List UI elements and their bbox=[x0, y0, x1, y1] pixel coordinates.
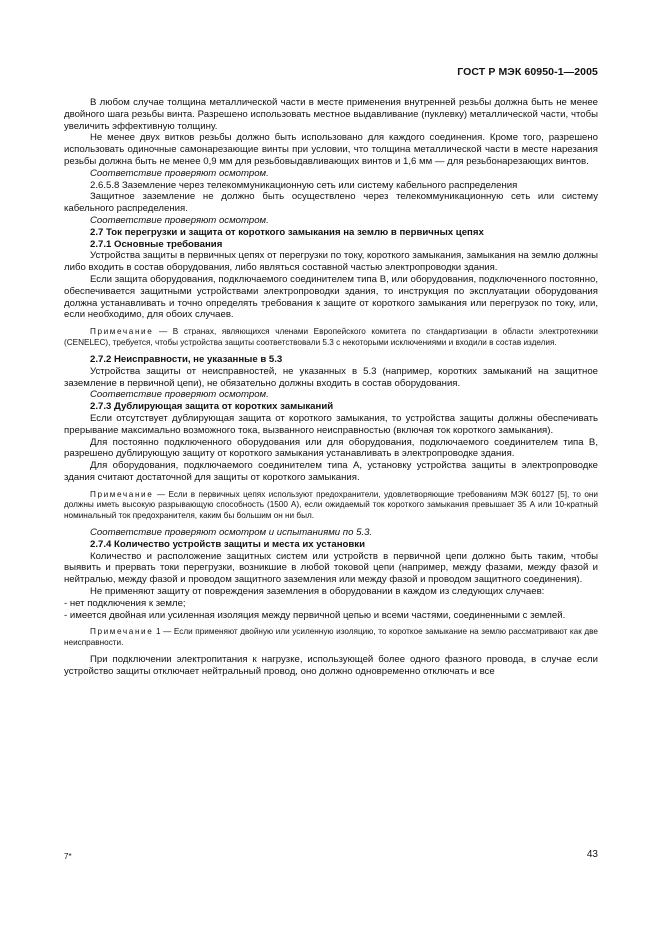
compliance-note: Соответствие проверяют осмотром и испытаниями по 5.3. bbox=[90, 526, 373, 538]
note bbox=[64, 327, 598, 348]
paragraph: Для постоянно подключенного оборудования или для оборудования, подключаемого соединителем типа В, разрешено дублирующую защиту от короткого замыкания устанавливать в электропроводке здания. bbox=[64, 436, 598, 460]
note-text: — Если в первичных цепях используют предохранители, удовлетворяющие требованиям МЭК 60127 [5], то они должны иметь высокую разрывающую способность (1500 А), если ожидаемый ток короткого замыкания превышает 35 А или 10-кратный номинальный ток предохранителя, каким бы большим он ни был. bbox=[64, 489, 598, 520]
list-item: - нет подключения к земле; bbox=[64, 597, 186, 609]
compliance-note: Соответствие проверяют осмотром. bbox=[90, 389, 269, 401]
clause-title: 2.6.5.8 Заземление через телекоммуникационную сеть или систему кабельного распределения bbox=[90, 179, 518, 191]
section-heading: 2.7 Ток перегрузки и защита от короткого замыкания на землю в первичных цепях bbox=[90, 226, 484, 238]
paragraph: Не применяют защиту от повреждения заземления в оборудовании в каждом из следующих случаев: bbox=[90, 585, 545, 597]
note-text: — В странах, являющихся членами Европейского комитета по стандартизации в области электротехники (CENELEC), требуется, чтобы устройства защиты соответствовали 5.3 с некоторыми исключениями и входили в состав изделия. bbox=[64, 327, 598, 347]
note-text: 1 — Если применяют двойную или усиленную изоляцию, то короткое замыкание на землю рассматривают как две неисправности. bbox=[64, 627, 598, 647]
paragraph: Количество и расположение защитных систем или устройств в первичной цепи должно быть таким, чтобы выявить и прервать токи перегрузки, возникшие в любой токовой цепи (например, между фазами, между фазой и нейтралью, между фазой и проводом защитного заземления или между фазой и проводом защитного соединения). bbox=[64, 550, 598, 586]
page-body bbox=[64, 97, 598, 678]
subsection-heading: 2.7.3 Дублирующая защита от коротких замыканий bbox=[90, 401, 334, 413]
paragraph: Устройства защиты от неисправностей, не указанных в 5.3 (например, коротких замыканий на защитное заземление в первичной цепи), не обязательно должны входить в состав оборудования. bbox=[64, 365, 598, 389]
note-label: Примечание bbox=[90, 627, 154, 637]
subsection-heading: 2.7.1 Основные требования bbox=[90, 238, 223, 250]
sheet-mark: 7* bbox=[64, 852, 72, 861]
paragraph: В любом случае толщина металлической части в месте применения внутренней резьбы должна быть не менее двойного шага резьбы винта. Разрешено использовать местное выдавливание (пуклевку) металлической части, чтобы увеличить эффективную толщину. bbox=[64, 97, 598, 132]
paragraph: При подключении электропитания к нагрузке, использующей более одного фазного провода, в случае если устройство защиты отключает нейтральный провод, оно должно одновременно отключать и все bbox=[64, 654, 598, 677]
note bbox=[64, 627, 598, 648]
paragraph: Не менее двух витков резьбы должно быть использовано для каждого соединения. Кроме того, разрешено использовать одиночные самонарезающие винты при условии, что толщина металлической части в месте нарезания резьбы должна быть не менее 0,9 мм для резьбовыдавливающих винтов и 1,6 мм — для резьбонарезающих винтов. bbox=[64, 132, 598, 167]
note-label: Примечание bbox=[90, 489, 154, 499]
list-item: - имеется двойная или усиленная изоляция между первичной цепью и всеми частями, соединенными с землей. bbox=[64, 609, 566, 621]
paragraph: Для оборудования, подключаемого соединителем типа А, установку устройства защиты в электропроводке здания считают достаточной для защиты от короткого замыкания. bbox=[64, 460, 598, 483]
subsection-heading: 2.7.4 Количество устройств защиты и места их установки bbox=[90, 538, 365, 550]
subsection-heading: 2.7.2 Неисправности, не указанные в 5.3 bbox=[90, 353, 283, 365]
page-number: 43 bbox=[586, 849, 598, 860]
compliance-note: Соответствие проверяют осмотром. bbox=[90, 214, 269, 226]
note bbox=[64, 490, 598, 521]
paragraph: Защитное заземление не должно быть осуществлено через телекоммуникационную сеть или систему кабельного распределения. bbox=[64, 191, 598, 215]
paragraph: Если защита оборудования, подключаемого соединителем типа В, или оборудования, подключенного постоянно, обеспечивается защитными устройствами электропроводки здания, то инструкция по эксплуатации оборудования должна устанавливать и точно определять требования к защите от короткого замыкания или перегрузок по току, или, если необходимо, для обоих случаев. bbox=[64, 273, 598, 321]
compliance-note: Соответствие проверяют осмотром. bbox=[90, 167, 269, 179]
note-label: Примечание bbox=[90, 327, 154, 337]
standard-code-header: ГОСТ Р МЭК 60950-1—2005 bbox=[457, 66, 598, 78]
paragraph: Устройства защиты в первичных цепях от перегрузки по току, короткого замыкания, замыкания на землю должны либо входить в состав оборудования, либо являться составной частью электропроводки здания. bbox=[64, 250, 598, 274]
paragraph: Если отсутствует дублирующая защита от короткого замыкания, то устройства защиты должны обеспечивать прерывание максимально возможного тока, вызванного неисправностью (включая ток короткого замыкания). bbox=[64, 412, 598, 436]
